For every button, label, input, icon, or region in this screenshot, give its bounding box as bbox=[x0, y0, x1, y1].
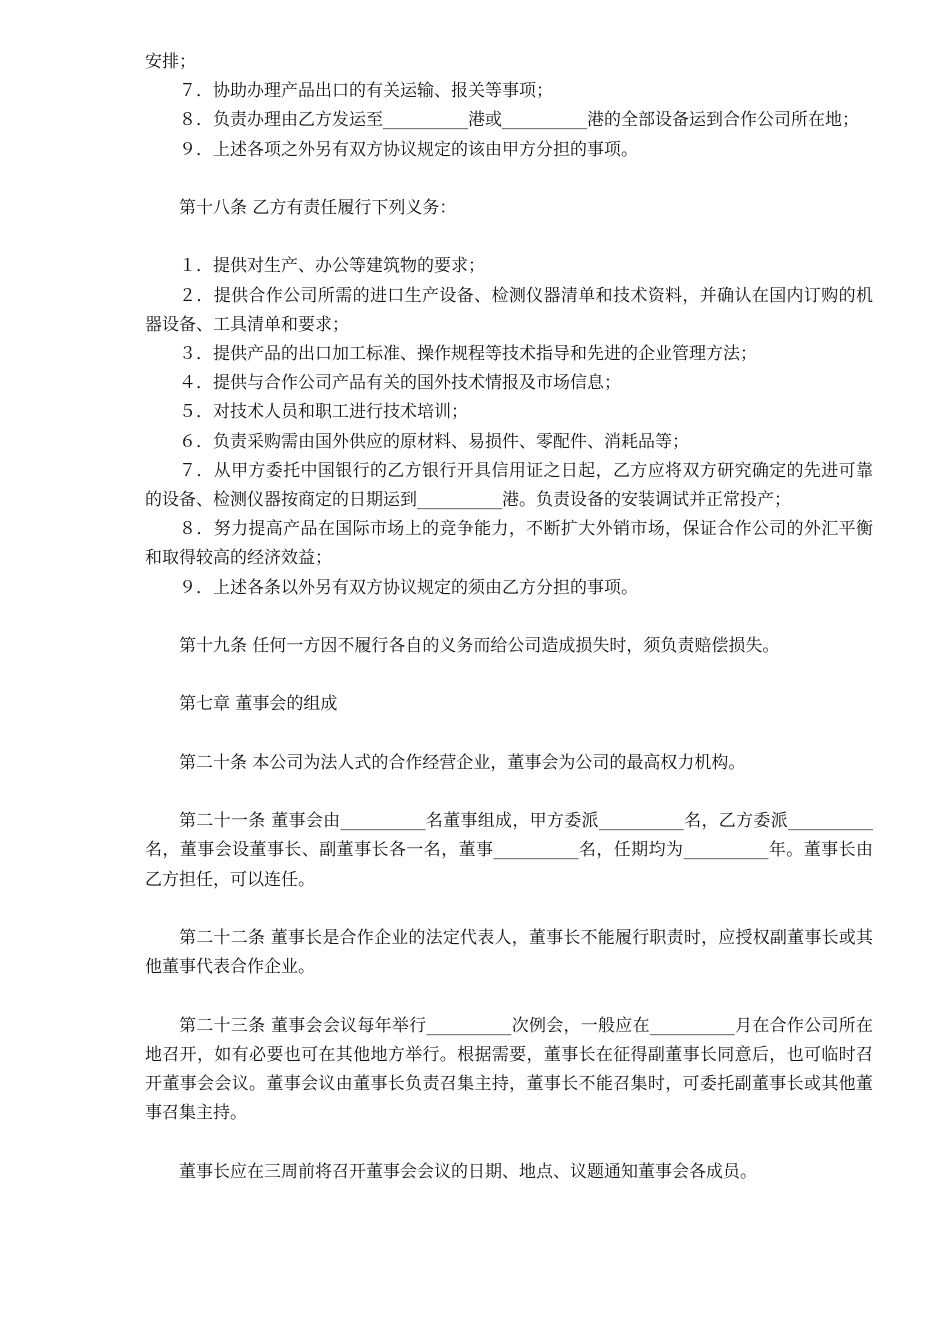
article-paragraph: 第二十三条 董事会会议每年举行__________次例会，一般应在__________月在合作公司所在地召开，如有必要也可在其他地方举行。根据需要，董事长在征得副董事长同意后，也可临时召开董事会会议。董事会议由董事长负责召集主持，董事长不能召集时，可委托副董事长或其他董事召集主持。 bbox=[145, 1015, 873, 1124]
article-heading: 第十八条 乙方有责任履行下列义务： bbox=[179, 198, 457, 218]
list-item: ３．提供产品的出口加工标准、操作规程等技术指导和先进的企业管理方法； bbox=[179, 344, 757, 364]
list-item: ７．从甲方委托中国银行的乙方银行开具信用证之日起，乙方应将双方研究确定的先进可靠的设备、检测仪器按商定的日期运到__________港。负责设备的安装调试并正常投产； bbox=[145, 460, 873, 511]
document-body bbox=[145, 48, 873, 1187]
paragraph: 安排； bbox=[145, 52, 196, 72]
article-paragraph: 第二十条 本公司为法人式的合作经营企业，董事会为公司的最高权力机构。 bbox=[179, 752, 746, 773]
paragraph: 董事长应在三周前将召开董事会会议的日期、地点、议题通知董事会各成员。 bbox=[179, 1161, 757, 1182]
list-item: ４．提供与合作公司产品有关的国外技术情报及市场信息； bbox=[179, 373, 621, 394]
blank-line bbox=[145, 223, 873, 252]
list-item: ５．对技术人员和职工进行技术培训； bbox=[179, 402, 468, 423]
list-item: ８．努力提高产品在国际市场上的竞争能力，不断扩大外销市场，保证合作公司的外汇平衡和取得较高的经济效益； bbox=[145, 519, 873, 569]
list-item: １．提供对生产、办公等建筑物的要求； bbox=[179, 256, 485, 277]
blank-line bbox=[145, 165, 873, 194]
list-item: ７．协助办理产品出口的有关运输、报关等事项； bbox=[179, 81, 553, 102]
list-item: ６．负责采购需由国外供应的原材料、易损件、零配件、消耗品等； bbox=[179, 431, 689, 452]
list-item: ９．上述各条以外另有双方协议规定的须由乙方分担的事项。 bbox=[179, 577, 638, 598]
blank-line bbox=[145, 982, 873, 1011]
blank-line bbox=[145, 895, 873, 924]
blank-line bbox=[145, 661, 873, 690]
chapter-heading: 第七章 董事会的组成 bbox=[179, 694, 338, 715]
blank-line bbox=[145, 1128, 873, 1157]
blank-line bbox=[145, 720, 873, 749]
blank-line bbox=[145, 778, 873, 807]
blank-line bbox=[145, 603, 873, 632]
article-paragraph: 第二十一条 董事会由__________名董事组成，甲方委派__________名，乙方委派__________名，董事会设董事长、副董事长各一名，董事__________名，任期均为__________年。董事长由乙方担任，可以连任。 bbox=[145, 811, 873, 890]
list-item: ２．提供合作公司所需的进口生产设备、检测仪器清单和技术资料，并确认在国内订购的机器设备、工具清单和要求； bbox=[145, 285, 873, 335]
list-item: ８．负责办理由乙方发运至__________港或__________港的全部设备运到合作公司所在地； bbox=[179, 110, 859, 131]
article-paragraph: 第十九条 任何一方因不履行各自的义务而给公司造成损失时，须负责赔偿损失。 bbox=[179, 636, 780, 657]
list-item: ９．上述各项之外另有双方协议规定的该由甲方分担的事项。 bbox=[179, 139, 638, 160]
article-paragraph: 第二十二条 董事长是合作企业的法定代表人，董事长不能履行职责时，应授权副董事长或其他董事代表合作企业。 bbox=[145, 927, 873, 978]
